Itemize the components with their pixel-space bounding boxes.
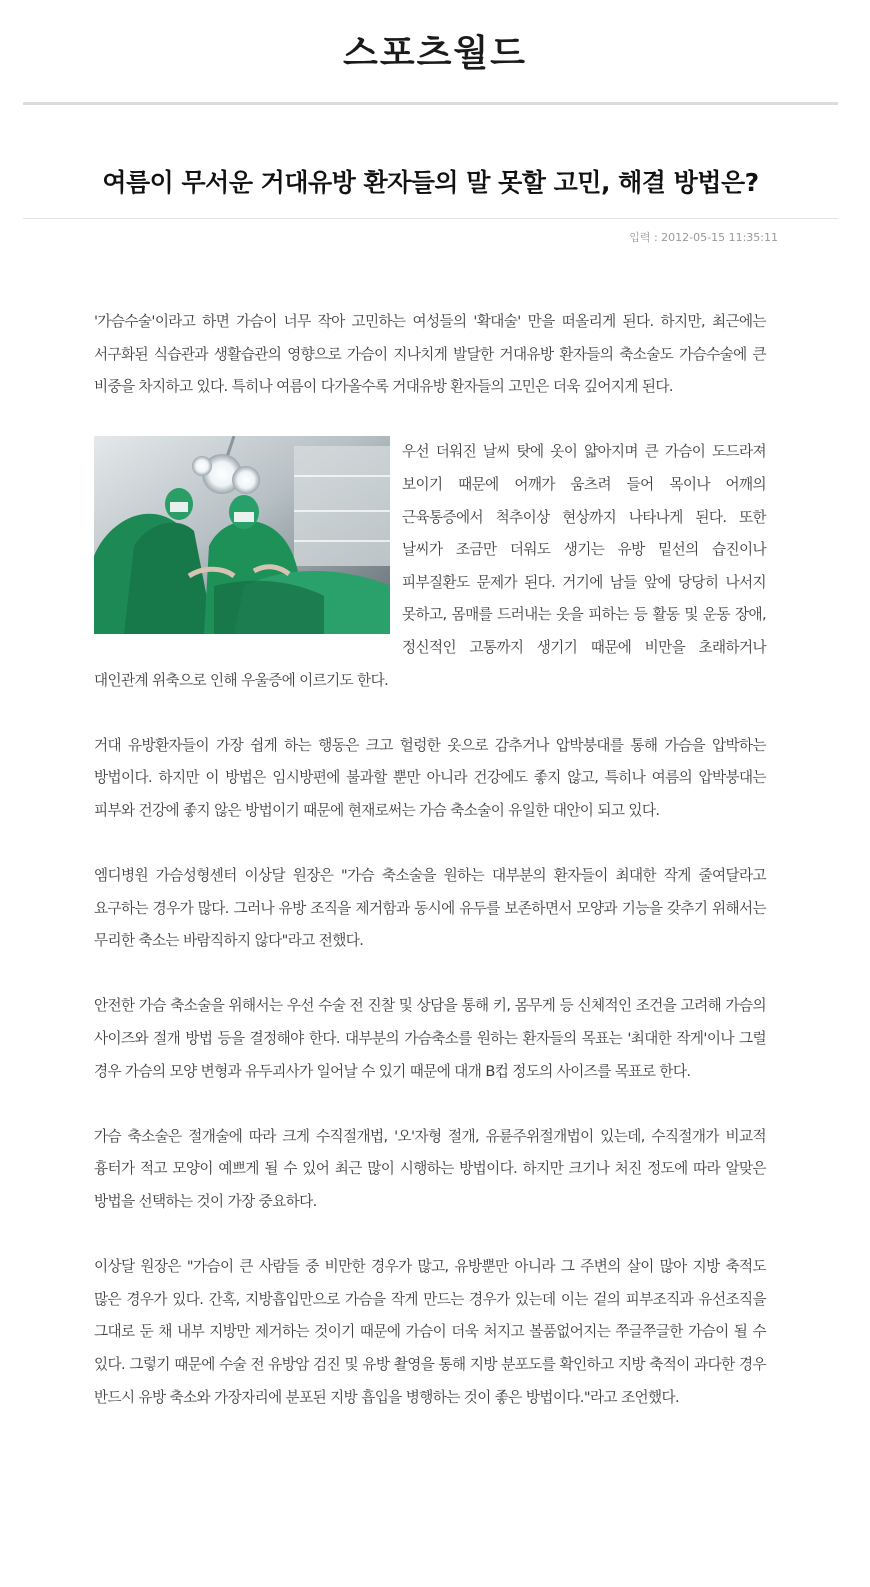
article-paragraph-text: 우선 더워진 날씨 탓에 옷이 얇아지며 큰 가슴이 도드라져 보이기 때문에 어깨가 움츠려 들어 목이나 어깨의 근육통증에서 척추이상 현상까지 나타나게 된다. 또한 날씨가 조금만 더워도 생기는 유방 밑선의 습진이나 피부질환도 문제가 된다. 거기에 남들 앞에 당당히 나서지 못하고, 몸매를 드러내는 옷을 피하는 등 활동 및 운동 장애, 정신적인 고통까지 생기기 때문에 비만을 초래하거나 대인관계 위축으로 인해 우울증에 이르기도 한다.	[94, 443, 766, 689]
headline-divider	[23, 218, 838, 219]
article-paragraph: 안전한 가슴 축소술을 위해서는 우선 수술 전 진찰 및 상담을 통해 키, 몸무게 등 신체적인 조건을 고려해 가슴의 사이즈와 절개 방법 등을 결정해야 한다. 대부분의 가슴축소를 원하는 환자들의 목표는 '최대한 작게'이나 그럴 경우 가슴의 모양 변형과 유두괴사가 일어날 수 있기 때문에 대개 B컵 정도의 사이즈를 목표로 한다.	[94, 997, 766, 1080]
surgery-photo	[94, 436, 390, 634]
article-paragraph: 가슴 축소술은 절개술에 따라 크게 수직절개법, '오'자형 절개, 유륜주위절개법이 있는데, 수직절개가 비교적 흉터가 적고 모양이 예쁘게 될 수 있어 최근 많이 시행하는 방법이다. 하지만 크기나 처진 정도에 따라 알맞은 방법을 선택하는 것이 가장 중요하다.	[94, 1127, 766, 1211]
article-dateline: 입력 : 2012-05-15 11:35:11	[629, 231, 778, 244]
site-logo[interactable]: 스포츠월드	[343, 33, 527, 74]
article-paragraph-with-photo	[94, 436, 766, 697]
article-body	[94, 306, 766, 1447]
article-paragraph: 이상달 원장은 "가슴이 큰 사람들 중 비만한 경우가 많고, 유방뿐만 아니라 그 주변의 살이 많아 지방 축적도 많은 경우가 있다. 간혹, 지방흡입만으로 가슴을 작게 만드는 경우가 있는데 이는 겉의 피부조직과 유선조직을 그대로 둔 채 내부 지방만 제거하는 것이기 때문에 가슴이 더욱 처지고 볼품없어지는 쭈글쭈글한 가슴이 될 수 있다. 그렇기 때문에 수술 전 유방암 검진 및 유방 촬영을 통해 지방 분포도를 확인하고 지방 축적이 과다한 경우 반드시 유방 축소와 가장자리에 분포된 지방 흡입을 병행하는 것이 좋은 방법이다."라고 조언했다.	[94, 1258, 766, 1406]
article-paragraph: 엠디병원 가슴성형센터 이상달 원장은 "가슴 축소술을 원하는 대부분의 환자들이 최대한 작게 줄여달라고 요구하는 경우가 많다. 그러나 유방 조직을 제거함과 동시에 유두를 보존하면서 모양과 기능을 갖추기 위해서는 무리한 축소는 바람직하지 않다"라고 전했다.	[94, 867, 766, 950]
masthead	[0, 0, 870, 104]
surgery-photo-illustration	[94, 436, 390, 634]
article-headline: 여름이 무서운 거대유방 환자들의 말 못할 고민, 해결 방법은?	[102, 167, 759, 197]
article-paragraph: 거대 유방환자들이 가장 쉽게 하는 행동은 크고 헐렁한 옷으로 감추거나 압박붕대를 통해 가슴을 압박하는 방법이다. 하지만 이 방법은 임시방편에 불과할 뿐만 아니라 건강에도 좋지 않고, 특히나 여름의 압박붕대는 피부와 건강에 좋지 않은 방법이기 때문에 현재로써는 가슴 축소술이 유일한 대안이 되고 있다.	[94, 736, 766, 819]
masthead-divider	[23, 102, 838, 105]
article-paragraph: '가슴수술'이라고 하면 가슴이 너무 작아 고민하는 여성들의 '확대술' 만을 떠올리게 된다. 하지만, 최근에는 서구화된 식습관과 생활습관의 영향으로 가슴이 지나치게 발달한 거대유방 환자들의 축소술도 가슴수술에 큰 비중을 차지하고 있다. 특히나 여름이 다가올수록 거대유방 환자들의 고민은 더욱 깊어지게 된다.	[94, 313, 766, 396]
